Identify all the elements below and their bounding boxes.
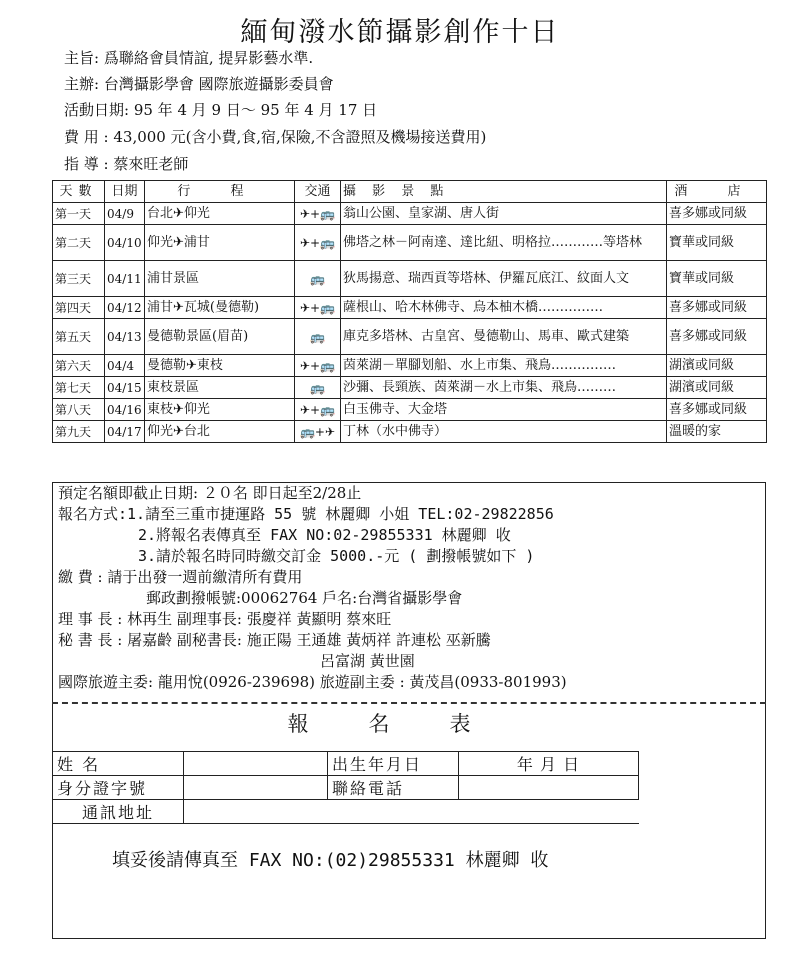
spots-cell: 庫克多塔林、古皇宮、曼德勒山、馬車、歐式建築 xyxy=(341,319,667,355)
signup-line-1: 報名方式:1.請至三重市捷運路 55 號 林麗卿 小姐 TEL:02-29822856 xyxy=(58,505,554,523)
header-transport: 交通 xyxy=(295,181,341,203)
spots-cell: 狄馬揚意、瑞西貢等塔林、伊羅瓦底江、紋面人文 xyxy=(341,261,667,297)
header-route: 行 程 xyxy=(145,181,295,203)
day-cell: 第五天 xyxy=(53,319,105,355)
table-row xyxy=(53,203,767,225)
phone-field[interactable] xyxy=(459,776,639,800)
route-cell: 東枝景區 xyxy=(145,377,295,399)
date-cell: 04/10 xyxy=(105,225,145,261)
day-cell: 第八天 xyxy=(53,399,105,421)
fee-line: 費 用 : 43,000 元(含小費,食,宿,保險,不含證照及機場接送費用) xyxy=(64,128,487,146)
table-row xyxy=(53,377,767,399)
route-cell: 浦甘✈瓦城(曼德勒) xyxy=(145,297,295,319)
form-row xyxy=(53,752,639,776)
guide-line: 指 導 : 蔡來旺老師 xyxy=(64,155,189,173)
table-row xyxy=(53,421,767,443)
address-label: 通訊地址 xyxy=(53,800,184,824)
spots-cell: 佛塔之林－阿南達、達比紐、明格拉…………等塔林 xyxy=(341,225,667,261)
id-label: 身分證字號 xyxy=(53,776,184,800)
header-hotel: 酒 店 xyxy=(667,181,767,203)
day-cell: 第六天 xyxy=(53,355,105,377)
birth-field[interactable]: 年 月 日 xyxy=(459,752,639,776)
table-row xyxy=(53,319,767,355)
chairman-line: 理 事 長 : 林再生 副理事長: 張慶祥 黃顯明 蔡來旺 xyxy=(58,610,392,628)
transport-cell: ✈+🚌 xyxy=(295,297,341,319)
spots-cell: 薩根山、哈木林佛寺、烏本柚木橋…………… xyxy=(341,297,667,319)
day-cell: 第二天 xyxy=(53,225,105,261)
transport-cell: 🚌 xyxy=(295,319,341,355)
page-title: 緬甸潑水節攝影創作十日 xyxy=(240,17,560,48)
route-cell: 東枝✈仰光 xyxy=(145,399,295,421)
route-cell: 台北✈仰光 xyxy=(145,203,295,225)
signup-line-3: 3.請於報名時同時繳交訂金 5000.-元 ( 劃撥帳號如下 ) xyxy=(138,547,535,565)
cut-line xyxy=(52,702,766,704)
route-cell: 仰光✈浦甘 xyxy=(145,225,295,261)
hotel-cell: 湖濱或同級 xyxy=(667,355,767,377)
form-title: 報名表 xyxy=(287,712,531,736)
hotel-cell: 寶華或同級 xyxy=(667,261,767,297)
table-row xyxy=(53,225,767,261)
secretary-line-2: 呂富湖 黃世園 xyxy=(320,652,415,670)
dates-line: 活動日期: 95 年 4 月 9 日～ 95 年 4 月 17 日 xyxy=(64,101,378,119)
date-cell: 04/4 xyxy=(105,355,145,377)
organizer-line: 主辦: 台灣攝影學會 國際旅遊攝影委員會 xyxy=(64,75,334,93)
purpose-line: 主旨: 爲聯絡會員情誼, 提昇影藝水準. xyxy=(64,49,314,67)
header-date: 日期 xyxy=(105,181,145,203)
deadline-line: 預定名額即截止日期: ２０名 即日起至2/28止 xyxy=(58,484,362,502)
signup-line-2: 2.將報名表傳真至 FAX NO:02-29855331 林麗卿 收 xyxy=(138,526,511,544)
committee-line: 國際旅遊主委: 龍用悅(0926-239698) 旅遊副主委 : 黃茂昌(0933-801993) xyxy=(58,673,567,691)
date-cell: 04/12 xyxy=(105,297,145,319)
form-row xyxy=(53,776,639,800)
spots-cell: 沙彌、長頸族、茵萊湖－水上市集、飛鳥……… xyxy=(341,377,667,399)
hotel-cell: 喜多娜或同級 xyxy=(667,319,767,355)
header-spots: 攝 影 景 點 xyxy=(341,181,667,203)
spots-cell: 茵萊湖－單腳划船、水上市集、飛鳥…………… xyxy=(341,355,667,377)
secretary-line: 秘 書 長 : 屠嘉齡 副秘書長: 施正陽 王通雄 黃炳祥 許連松 巫新騰 xyxy=(58,631,491,649)
route-cell: 仰光✈台北 xyxy=(145,421,295,443)
header-day: 天數 xyxy=(53,181,105,203)
transport-cell: ✈+🚌 xyxy=(295,225,341,261)
transport-cell: ✈+🚌 xyxy=(295,355,341,377)
transport-cell: ✈+🚌 xyxy=(295,203,341,225)
hotel-cell: 溫暖的家 xyxy=(667,421,767,443)
transport-cell: ✈+🚌 xyxy=(295,399,341,421)
hotel-cell: 喜多娜或同級 xyxy=(667,203,767,225)
account-line: 郵政劃撥帳號:00062764 戶名:台灣省攝影學會 xyxy=(146,589,463,607)
hotel-cell: 湖濱或同級 xyxy=(667,377,767,399)
date-cell: 04/11 xyxy=(105,261,145,297)
birth-label: 出生年月日 xyxy=(328,752,459,776)
hotel-cell: 喜多娜或同級 xyxy=(667,399,767,421)
date-cell: 04/9 xyxy=(105,203,145,225)
fax-instruction: 填妥後請傳真至 FAX NO:(02)29855331 林麗卿 收 xyxy=(112,850,549,871)
route-cell: 浦甘景區 xyxy=(145,261,295,297)
name-field[interactable] xyxy=(184,752,328,776)
date-cell: 04/15 xyxy=(105,377,145,399)
date-cell: 04/17 xyxy=(105,421,145,443)
day-cell: 第三天 xyxy=(53,261,105,297)
date-cell: 04/16 xyxy=(105,399,145,421)
registration-form xyxy=(52,751,639,824)
transport-cell: 🚌+✈ xyxy=(295,421,341,443)
itinerary-header-row xyxy=(53,181,767,203)
transport-cell: 🚌 xyxy=(295,377,341,399)
form-row xyxy=(53,800,639,824)
day-cell: 第七天 xyxy=(53,377,105,399)
day-cell: 第九天 xyxy=(53,421,105,443)
table-row xyxy=(53,355,767,377)
payment-line: 繳 費 : 請于出發一週前繳清所有費用 xyxy=(58,568,303,586)
table-row xyxy=(53,297,767,319)
spots-cell: 白玉佛寺、大金塔 xyxy=(341,399,667,421)
spots-cell: 翁山公園、皇家湖、唐人街 xyxy=(341,203,667,225)
table-row xyxy=(53,399,767,421)
phone-label: 聯絡電話 xyxy=(328,776,459,800)
spots-cell: 丁林（水中佛寺） xyxy=(341,421,667,443)
itinerary-table xyxy=(52,180,767,443)
address-field[interactable] xyxy=(184,800,639,824)
route-cell: 曼德勒景區(眉苗) xyxy=(145,319,295,355)
day-cell: 第四天 xyxy=(53,297,105,319)
id-field[interactable] xyxy=(184,776,328,800)
transport-cell: 🚌 xyxy=(295,261,341,297)
hotel-cell: 喜多娜或同級 xyxy=(667,297,767,319)
hotel-cell: 寶華或同級 xyxy=(667,225,767,261)
name-label: 姓 名 xyxy=(53,752,184,776)
table-row xyxy=(53,261,767,297)
day-cell: 第一天 xyxy=(53,203,105,225)
route-cell: 曼德勒✈東枝 xyxy=(145,355,295,377)
date-cell: 04/13 xyxy=(105,319,145,355)
